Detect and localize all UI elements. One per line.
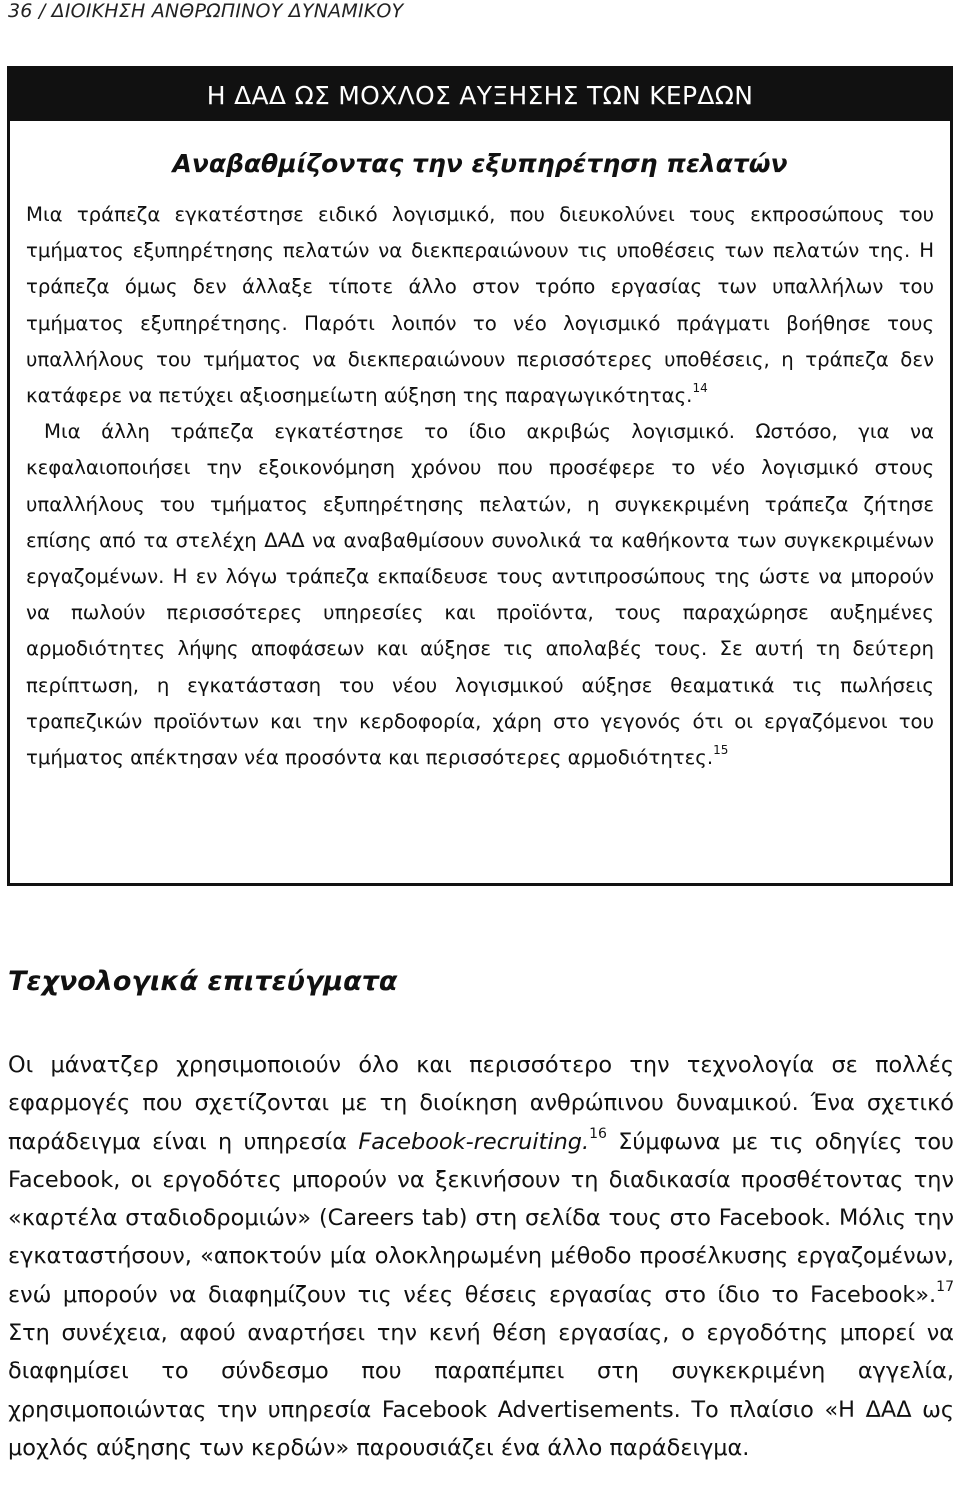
box-paragraph-1-text: Μια τράπεζα εγκατέστησε ειδικό λογισμικό, που διευκολύνει τους εκπροσώπους του τμήματος εξυπηρέτησης πελατών να διεκπεραιώνουν τις υποθέσεις των πελατών της. Η τράπεζα όμως δεν άλλαξε τίποτε άλλο στον τρόπο εργασίας των υπαλλήλων του τμήματος εξυπηρέτησης. Παρότι λοιπόν το νέο λογισμικό πράγματι βοήθησε τους υπαλλήλους του τμήματος να διεκπεραιώνουν περισσότερες υποθέσεις, η τράπεζα δεν κατάφερε να πετύχει αξιοσημείωτη αύξηση της παραγωγικότητας. [26, 203, 934, 408]
section-body [8, 1046, 954, 1467]
footnote-ref-16: 16 [589, 1126, 607, 1143]
box-paragraph-1 [26, 197, 934, 414]
facebook-recruiting-term: Facebook-recruiting. [358, 1128, 590, 1155]
section-text-c: Στη συνέχεια, αφού αναρτήσει την κενή θέση εργασίας, ο εργοδότης μπορεί να διαφημίσει το σύνδεσμο που παραπέμπει στη συγκεκριμένη αγγελία, χρησιμοποιώντας την υπηρεσία Facebook Advertisements. Το πλαίσιο «Η ΔΑΔ ως μοχλός αύξησης των κερδών» παρουσιάζει ένα άλλο παράδειγμα. [8, 1320, 954, 1461]
box-title: Η ΔΑΔ ΩΣ ΜΟΧΛΟΣ ΑΥΞΗΣΗΣ ΤΩΝ ΚΕΡΔΩΝ [10, 69, 950, 121]
section-paragraph [8, 1046, 954, 1467]
box-paragraph-2-text: Μια άλλη τράπεζα εγκατέστησε το ίδιο ακριβώς λογισμικό. Ωστόσο, για να κεφαλαιοποιήσει την εξοικονόμηση χρόνου που προσέφερε το νέο λογισμικό στους υπαλλήλους του τμήματος εξυπηρέτησης πελατών, η συγκεκριμένη τράπεζα ζήτησε επίσης από τα στελέχη ΔΑΔ να αναβαθμίσουν συνολικά τα καθήκοντα των συγκεκριμένων εργαζομένων. Η εν λόγω τράπεζα εκπαίδευσε τους αντιπροσώπους της ώστε να μπορούν να πωλούν περισσότερες υπηρεσίες και προϊόντα, τους παραχώρησε αυξημένες αρμοδιότητες λήψης αποφάσεων και αύξησε τις απολαβές τους. Σε αυτή τη δεύτερη περίπτωση, η εγκατάσταση του νέου λογισμικού αύξησε θεαματικά τις πωλήσεις τραπεζικών προϊόντων και την κερδοφορία, χάρη στο γεγονός ότι οι εργαζόμενοι του τμήματος απέκτησαν νέα προσόντα και περισσότερες αρμοδιότητες. [26, 420, 934, 770]
footnote-ref-17: 17 [936, 1279, 954, 1296]
section-text-b: Σύμφωνα με τις οδηγίες του Facebook, οι εργοδότες μπορούν να ξεκινήσουν τη διαδικασία προσθέτοντας την «καρτέλα σταδιοδρομιών» (Careers tab) στη σελίδα τους στο Facebook. Μόλις την εγκαταστήσουν, «αποκτούν μία ολοκληρωμένη μέθοδο προσέλκυσης εργαζομένων, ενώ μπορούν να διαφημίζουν τις νέες θέσεις εργασίας στο ίδιο το Facebook». [8, 1128, 954, 1308]
section-text-a: Οι μάνατζερ χρησιμοποιούν όλο και περισσότερο την τεχνολογία σε πολλές εφαρμογές που σχετίζονται με τη διοίκηση ανθρώπινου δυναμικού. Ένα σχετικό παράδειγμα είναι η υπηρεσία [8, 1052, 954, 1155]
case-box [7, 66, 953, 886]
footnote-ref-15: 15 [713, 743, 729, 758]
running-head: 36 / ΔΙΟΙΚΗΣΗ ΑΝΘΡΩΠΙΝΟΥ ΔΥΝΑΜΙΚΟΥ [8, 0, 404, 22]
section-title: Τεχνολογικά επιτεύγματα [8, 966, 398, 997]
footnote-ref-14: 14 [692, 381, 708, 396]
box-subtitle: Αναβαθμίζοντας την εξυπηρέτηση πελατών [172, 149, 788, 178]
box-paragraph-2 [26, 414, 934, 776]
box-body [26, 197, 934, 776]
